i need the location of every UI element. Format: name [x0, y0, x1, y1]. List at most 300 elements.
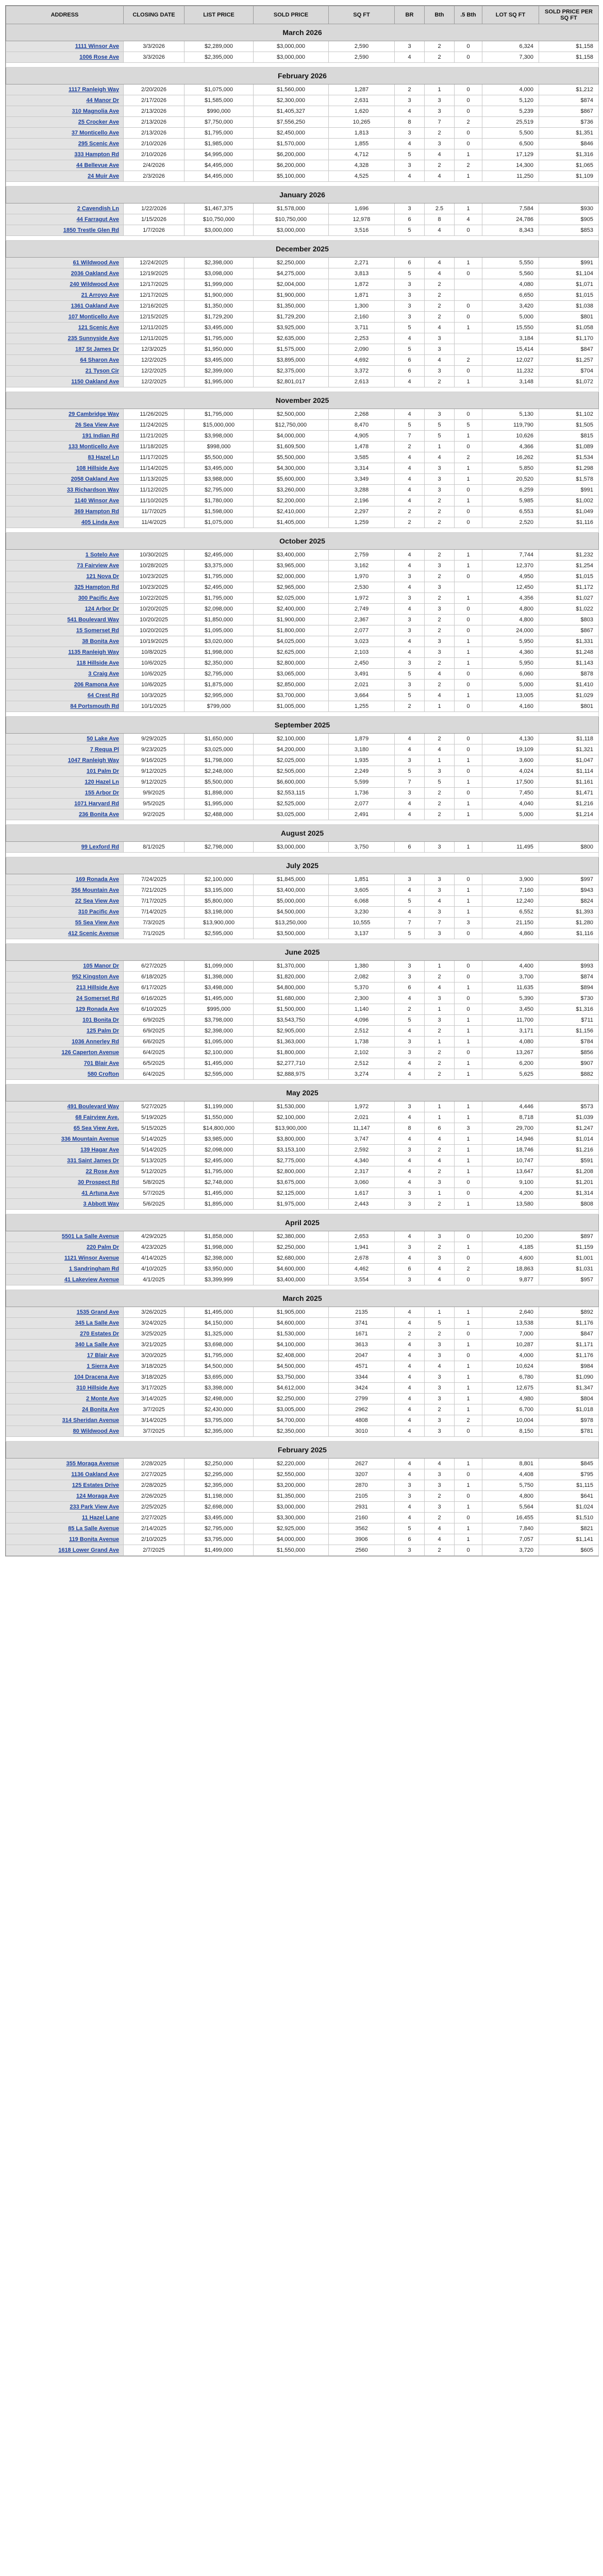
table-row [6, 1156, 599, 1166]
address-link[interactable]: 21 Arroyo Ave [6, 290, 124, 301]
cell-list-price: $1,780,000 [185, 496, 254, 506]
address-link[interactable]: 105 Manor Dr [6, 961, 124, 972]
address-link[interactable]: 1121 Winsor Avenue [6, 1253, 124, 1264]
address-link[interactable]: 1047 Ranleigh Way [6, 755, 124, 766]
cell-half-baths: 0 [455, 766, 482, 777]
cell-list-price: $1,398,000 [185, 972, 254, 982]
address-link[interactable]: 61 Wildwood Ave [6, 258, 124, 268]
address-link[interactable]: 1 Sotelo Ave [6, 550, 124, 561]
cell-half-baths: 0 [455, 1491, 482, 1502]
address-link[interactable]: 220 Palm Dr [6, 1242, 124, 1253]
cell-list-price: $1,499,000 [185, 1545, 254, 1556]
cell-sold-price: $2,800,000 [254, 658, 329, 669]
cell-list-price: $1,795,000 [185, 571, 254, 582]
cell-list-price: $2,498,000 [185, 1394, 254, 1404]
cell-price-per-sq-ft: $1,039 [539, 1112, 599, 1123]
cell-lot-sq-ft: 3,420 [482, 301, 539, 312]
cell-list-price: $1,495,000 [185, 993, 254, 1004]
cell-bedrooms: 3 [395, 961, 425, 972]
cell-sold-price: $3,300,000 [254, 1513, 329, 1523]
address-link[interactable]: 118 Hillside Ave [6, 658, 124, 669]
address-link[interactable]: 104 Dracena Ave [6, 1372, 124, 1383]
address-link[interactable]: 22 Sea View Ave [6, 896, 124, 907]
address-link[interactable]: 41 Lakeview Avenue [6, 1275, 124, 1285]
address-link[interactable]: 369 Hampton Rd [6, 506, 124, 517]
cell-baths: 3 [425, 842, 455, 853]
address-link[interactable]: 80 Wildwood Ave [6, 1426, 124, 1437]
address-link[interactable]: 24 Somerset Rd [6, 993, 124, 1004]
address-link[interactable]: 83 Hazel Ln [6, 452, 124, 463]
table-row [6, 1545, 599, 1556]
cell-bedrooms: 4 [395, 1253, 425, 1264]
cell-list-price: $4,500,000 [185, 1361, 254, 1372]
address-link[interactable]: 1535 Grand Ave [6, 1307, 124, 1318]
address-link[interactable]: 3 Craig Ave [6, 669, 124, 680]
cell-half-baths: 1 [455, 647, 482, 658]
address-link[interactable]: 191 Indian Rd [6, 431, 124, 442]
address-link[interactable]: 50 Lake Ave [6, 734, 124, 744]
cell-lot-sq-ft: 3,184 [482, 333, 539, 344]
cell-baths: 4 [425, 1275, 455, 1285]
cell-half-baths: 1 [455, 1372, 482, 1383]
cell-baths: 3 [425, 766, 455, 777]
cell-sold-price: $3,543,750 [254, 1015, 329, 1026]
address-link[interactable]: 119 Bonita Avenue [6, 1534, 124, 1545]
cell-half-baths: 1 [455, 1459, 482, 1469]
address-link[interactable]: 2058 Oakland Ave [6, 474, 124, 485]
cell-price-per-sq-ft: $846 [539, 139, 599, 149]
cell-baths: 1 [425, 961, 455, 972]
address-link[interactable]: 325 Hampton Rd [6, 582, 124, 593]
cell-price-per-sq-ft: $795 [539, 1469, 599, 1480]
cell-bedrooms: 5 [395, 896, 425, 907]
address-link[interactable]: 236 Bonita Ave [6, 809, 124, 820]
cell-list-price: $2,250,000 [185, 1459, 254, 1469]
cell-baths: 3 [425, 344, 455, 355]
cell-half-baths: 1 [455, 636, 482, 647]
address-link[interactable]: 126 Caperton Avenue [6, 1047, 124, 1058]
cell-closing-date: 9/23/2025 [124, 744, 185, 755]
address-link[interactable]: 124 Moraga Ave [6, 1491, 124, 1502]
address-link[interactable]: 26 Sea View Ave [6, 420, 124, 431]
cell-half-baths: 0 [455, 788, 482, 799]
address-link[interactable]: 44 Bellevue Ave [6, 160, 124, 171]
cell-sq-ft: 2,590 [329, 52, 395, 63]
address-link[interactable]: 310 Magnolia Ave [6, 106, 124, 117]
cell-lot-sq-ft: 15,550 [482, 323, 539, 333]
address-link[interactable]: 133 Monticello Ave [6, 442, 124, 452]
cell-baths: 4 [425, 1523, 455, 1534]
cell-lot-sq-ft: 7,160 [482, 885, 539, 896]
address-link[interactable]: 491 Boulevard Way [6, 1101, 124, 1112]
cell-lot-sq-ft: 4,400 [482, 961, 539, 972]
address-link[interactable]: 187 St James Dr [6, 344, 124, 355]
cell-sq-ft: 2,317 [329, 1166, 395, 1177]
table-row [6, 1166, 599, 1177]
table-row [6, 1058, 599, 1069]
address-link[interactable]: 107 Monticello Ave [6, 312, 124, 323]
cell-lot-sq-ft: 10,287 [482, 1340, 539, 1350]
cell-half-baths: 0 [455, 442, 482, 452]
address-link[interactable]: 24 Muir Ave [6, 171, 124, 182]
address-link[interactable]: 310 Pacific Ave [6, 907, 124, 918]
table-row [6, 582, 599, 593]
cell-price-per-sq-ft: $1,208 [539, 1166, 599, 1177]
address-link[interactable]: 155 Arbor Dr [6, 788, 124, 799]
cell-lot-sq-ft: 4,024 [482, 766, 539, 777]
address-link[interactable]: 336 Mountain Avenue [6, 1134, 124, 1145]
cell-price-per-sq-ft: $856 [539, 1047, 599, 1058]
address-link[interactable]: 952 Kingston Ave [6, 972, 124, 982]
address-link[interactable]: 340 La Salle Ave [6, 1340, 124, 1350]
cell-closing-date: 12/2/2025 [124, 366, 185, 377]
address-link[interactable]: 7 Requa Pl [6, 744, 124, 755]
cell-baths: 2 [425, 809, 455, 820]
cell-closing-date: 5/27/2025 [124, 1101, 185, 1112]
address-link[interactable]: 125 Palm Dr [6, 1026, 124, 1037]
cell-price-per-sq-ft: $1,089 [539, 442, 599, 452]
table-row [6, 1350, 599, 1361]
cell-price-per-sq-ft: $824 [539, 896, 599, 907]
address-link[interactable]: 139 Hagar Ave [6, 1145, 124, 1156]
cell-baths: 4 [425, 690, 455, 701]
address-link[interactable]: 1 Sandringham Rd [6, 1264, 124, 1275]
address-link[interactable]: 412 Scenic Avenue [6, 928, 124, 939]
cell-lot-sq-ft: 2,520 [482, 517, 539, 528]
cell-sq-ft: 3,137 [329, 928, 395, 939]
cell-sold-price: $2,680,000 [254, 1253, 329, 1264]
address-link[interactable]: 1036 Annerley Rd [6, 1037, 124, 1047]
address-link[interactable]: 233 Park View Ave [6, 1502, 124, 1513]
cell-baths: 1 [425, 1112, 455, 1123]
cell-lot-sq-ft: 4,000 [482, 1350, 539, 1361]
cell-price-per-sq-ft: $801 [539, 312, 599, 323]
table-row [6, 117, 599, 128]
address-link[interactable]: 1361 Oakland Ave [6, 301, 124, 312]
cell-closing-date: 6/9/2025 [124, 1026, 185, 1037]
address-link[interactable]: 41 Artuna Ave [6, 1188, 124, 1199]
cell-half-baths: 0 [455, 506, 482, 517]
cell-lot-sq-ft: 4,185 [482, 1242, 539, 1253]
cell-price-per-sq-ft: $874 [539, 95, 599, 106]
cell-half-baths [455, 333, 482, 344]
address-link[interactable]: 355 Moraga Avenue [6, 1459, 124, 1469]
cell-sold-price: $2,888,975 [254, 1069, 329, 1080]
address-link[interactable]: 701 Blair Ave [6, 1058, 124, 1069]
address-link[interactable]: 1618 Lower Grand Ave [6, 1545, 124, 1556]
cell-baths: 4 [425, 452, 455, 463]
month-label: August 2025 [6, 825, 599, 842]
cell-sold-price: $3,800,000 [254, 1134, 329, 1145]
cell-half-baths: 1 [455, 323, 482, 333]
table-row [6, 204, 599, 214]
address-link[interactable]: 64 Crest Rd [6, 690, 124, 701]
address-link[interactable]: 169 Ronada Ave [6, 874, 124, 885]
cell-bedrooms: 4 [395, 52, 425, 63]
cell-sold-price: $2,775,000 [254, 1156, 329, 1166]
address-link[interactable]: 24 Bonita Ave [6, 1404, 124, 1415]
address-link[interactable]: 235 Sunnyside Ave [6, 333, 124, 344]
address-link[interactable]: 580 Crofton [6, 1069, 124, 1080]
section-spacer [6, 1080, 599, 1084]
cell-lot-sq-ft: 10,200 [482, 1231, 539, 1242]
address-link[interactable]: 101 Bonita Dr [6, 1015, 124, 1026]
cell-closing-date: 6/17/2025 [124, 982, 185, 993]
address-link[interactable]: 99 Lexford Rd [6, 842, 124, 853]
cell-half-baths: 1 [455, 799, 482, 809]
address-link[interactable]: 213 Hillside Ave [6, 982, 124, 993]
cell-bedrooms: 3 [395, 128, 425, 139]
address-link[interactable]: 300 Pacific Ave [6, 593, 124, 604]
address-link[interactable]: 22 Rose Ave [6, 1166, 124, 1177]
address-link[interactable]: 1111 Winsor Ave [6, 41, 124, 52]
table-row [6, 1502, 599, 1513]
cell-sq-ft: 3,585 [329, 452, 395, 463]
cell-lot-sq-ft: 8,801 [482, 1459, 539, 1469]
cell-baths: 3 [425, 636, 455, 647]
cell-sold-price: $2,100,000 [254, 734, 329, 744]
cell-bedrooms: 4 [395, 993, 425, 1004]
table-row [6, 1426, 599, 1437]
address-link[interactable]: 120 Hazel Ln [6, 777, 124, 788]
address-link[interactable]: 240 Wildwood Ave [6, 279, 124, 290]
address-link[interactable]: 295 Scenic Ave [6, 139, 124, 149]
address-link[interactable]: 44 Manor Dr [6, 95, 124, 106]
cell-sold-price: $2,300,000 [254, 95, 329, 106]
cell-sq-ft: 2,491 [329, 809, 395, 820]
cell-lot-sq-ft: 7,584 [482, 204, 539, 214]
cell-price-per-sq-ft: $704 [539, 366, 599, 377]
cell-bedrooms: 4 [395, 1156, 425, 1166]
address-link[interactable]: 121 Nova Dr [6, 571, 124, 582]
cell-lot-sq-ft: 119,790 [482, 420, 539, 431]
address-link[interactable]: 17 Blair Ave [6, 1350, 124, 1361]
address-link[interactable]: 1136 Oakland Ave [6, 1469, 124, 1480]
address-link[interactable]: 5501 La Salle Avenue [6, 1231, 124, 1242]
cell-half-baths: 0 [455, 874, 482, 885]
cell-half-baths: 1 [455, 1112, 482, 1123]
cell-list-price: $3,198,000 [185, 907, 254, 918]
cell-closing-date: 12/11/2025 [124, 323, 185, 333]
cell-sq-ft: 1,736 [329, 788, 395, 799]
cell-baths: 2 [425, 1069, 455, 1080]
month-label: December 2025 [6, 241, 599, 258]
cell-closing-date: 1/7/2026 [124, 225, 185, 236]
address-link[interactable]: 405 Linda Ave [6, 517, 124, 528]
address-link[interactable]: 125 Estates Drive [6, 1480, 124, 1491]
cell-sq-ft: 3,813 [329, 268, 395, 279]
cell-list-price: $1,495,000 [185, 1058, 254, 1069]
address-link[interactable]: 1071 Harvard Rd [6, 799, 124, 809]
cell-closing-date: 8/1/2025 [124, 842, 185, 853]
address-link[interactable]: 124 Arbor Dr [6, 604, 124, 615]
address-link[interactable]: 73 Fairview Ave [6, 561, 124, 571]
table-row [6, 517, 599, 528]
table-row [6, 918, 599, 928]
cell-list-price: $13,900,000 [185, 918, 254, 928]
address-link[interactable]: 15 Somerset Rd [6, 625, 124, 636]
cell-sold-price: $1,530,000 [254, 1329, 329, 1340]
address-link[interactable]: 108 Hillside Ave [6, 463, 124, 474]
cell-bedrooms: 6 [395, 982, 425, 993]
cell-list-price: $3,195,000 [185, 885, 254, 896]
cell-price-per-sq-ft: $930 [539, 204, 599, 214]
cell-sq-ft: 1,287 [329, 84, 395, 95]
address-link[interactable]: 101 Palm Dr [6, 766, 124, 777]
address-link[interactable]: 314 Sheridan Avenue [6, 1415, 124, 1426]
cell-price-per-sq-ft: $847 [539, 1329, 599, 1340]
cell-list-price: $2,100,000 [185, 1047, 254, 1058]
cell-baths: 3 [425, 1177, 455, 1188]
cell-lot-sq-ft: 4,366 [482, 442, 539, 452]
cell-list-price: $1,795,000 [185, 593, 254, 604]
address-link[interactable]: 29 Cambridge Way [6, 409, 124, 420]
address-link[interactable]: 44 Farragut Ave [6, 214, 124, 225]
cell-baths: 1 [425, 84, 455, 95]
address-link[interactable]: 1150 Oakland Ave [6, 377, 124, 387]
table-row [6, 41, 599, 52]
address-link[interactable]: 2 Cavendish Ln [6, 204, 124, 214]
cell-baths: 2 [425, 1545, 455, 1556]
address-link[interactable]: 30 Prospect Rd [6, 1177, 124, 1188]
address-link[interactable]: 55 Sea View Ave [6, 918, 124, 928]
header-sold-price: SOLD PRICE [254, 6, 329, 24]
address-link[interactable]: 33 Richardson Way [6, 485, 124, 496]
address-link[interactable]: 1006 Rose Ave [6, 52, 124, 63]
address-link[interactable]: 37 Monticello Ave [6, 128, 124, 139]
cell-baths: 2 [425, 680, 455, 690]
cell-baths: 5 [425, 431, 455, 442]
cell-baths: 3 [425, 1502, 455, 1513]
address-link[interactable]: 3 Abbott Way [6, 1199, 124, 1210]
address-link[interactable]: 68 Fairview Ave. [6, 1112, 124, 1123]
table-row [6, 1101, 599, 1112]
address-link[interactable]: 2036 Oakland Ave [6, 268, 124, 279]
address-link[interactable]: 11 Hazel Lane [6, 1513, 124, 1523]
cell-half-baths: 0 [455, 409, 482, 420]
cell-closing-date: 7/17/2025 [124, 896, 185, 907]
cell-closing-date: 4/29/2025 [124, 1231, 185, 1242]
cell-baths: 2 [425, 41, 455, 52]
cell-sq-ft: 2,512 [329, 1058, 395, 1069]
address-link[interactable]: 121 Scenic Ave [6, 323, 124, 333]
cell-closing-date: 11/4/2025 [124, 517, 185, 528]
cell-half-baths: 1 [455, 1156, 482, 1166]
address-link[interactable]: 345 La Salle Ave [6, 1318, 124, 1329]
cell-bedrooms: 4 [395, 171, 425, 182]
cell-baths: 2 [425, 1404, 455, 1415]
cell-sq-ft: 3,314 [329, 463, 395, 474]
address-link[interactable]: 85 La Salle Avenue [6, 1523, 124, 1534]
cell-closing-date: 10/6/2025 [124, 680, 185, 690]
address-link[interactable]: 129 Ronada Ave [6, 1004, 124, 1015]
cell-baths: 2 [425, 788, 455, 799]
table-row [6, 1069, 599, 1080]
address-link[interactable]: 25 Crocker Ave [6, 117, 124, 128]
address-link[interactable]: 1140 Winsor Ave [6, 496, 124, 506]
cell-baths: 4 [425, 268, 455, 279]
cell-list-price: $1,729,200 [185, 312, 254, 323]
cell-sq-ft: 3613 [329, 1340, 395, 1350]
cell-sold-price: $3,000,000 [254, 225, 329, 236]
cell-list-price: $4,495,000 [185, 160, 254, 171]
address-link[interactable]: 84 Portsmouth Rd [6, 701, 124, 712]
cell-sold-price: $1,005,000 [254, 701, 329, 712]
address-link[interactable]: 1 Sierra Ave [6, 1361, 124, 1372]
cell-half-baths: 1 [455, 149, 482, 160]
address-link[interactable]: 64 Sharon Ave [6, 355, 124, 366]
cell-sq-ft: 1,738 [329, 1037, 395, 1047]
cell-list-price: $998,000 [185, 442, 254, 452]
cell-sq-ft: 2799 [329, 1394, 395, 1404]
table-row [6, 496, 599, 506]
cell-price-per-sq-ft: $1,104 [539, 268, 599, 279]
address-link[interactable]: 65 Sea View Ave. [6, 1123, 124, 1134]
cell-half-baths: 0 [455, 1545, 482, 1556]
cell-lot-sq-ft: 4,860 [482, 928, 539, 939]
cell-sold-price: $13,250,000 [254, 918, 329, 928]
cell-half-baths [455, 290, 482, 301]
section-spacer [6, 63, 599, 67]
address-link[interactable]: 21 Tyson Cir [6, 366, 124, 377]
cell-lot-sq-ft: 13,647 [482, 1166, 539, 1177]
address-link[interactable]: 1135 Ranleigh Way [6, 647, 124, 658]
cell-sold-price: $2,250,000 [254, 1242, 329, 1253]
cell-sq-ft: 3,372 [329, 366, 395, 377]
sales-table-container [5, 5, 599, 1556]
cell-list-price: $1,095,000 [185, 625, 254, 636]
cell-sq-ft: 4,328 [329, 160, 395, 171]
cell-price-per-sq-ft: $991 [539, 485, 599, 496]
cell-sq-ft: 2,297 [329, 506, 395, 517]
address-link[interactable]: 331 Saint James Dr [6, 1156, 124, 1166]
cell-half-baths: 0 [455, 1004, 482, 1015]
cell-sold-price: $3,895,000 [254, 355, 329, 366]
cell-sold-price: $1,350,000 [254, 1491, 329, 1502]
cell-price-per-sq-ft: $845 [539, 1459, 599, 1469]
cell-lot-sq-ft: 5,390 [482, 993, 539, 1004]
cell-sq-ft: 2,592 [329, 1145, 395, 1156]
table-row [6, 1459, 599, 1469]
cell-lot-sq-ft: 12,675 [482, 1383, 539, 1394]
cell-price-per-sq-ft: $1,015 [539, 290, 599, 301]
cell-half-baths: 0 [455, 41, 482, 52]
cell-lot-sq-ft: 4,980 [482, 1394, 539, 1404]
address-link[interactable]: 333 Hampton Rd [6, 149, 124, 160]
cell-bedrooms: 3 [395, 160, 425, 171]
address-link[interactable]: 270 Estates Dr [6, 1329, 124, 1340]
cell-bedrooms: 3 [395, 1275, 425, 1285]
table-header [6, 6, 599, 24]
address-link[interactable]: 1117 Ranleigh Way [6, 84, 124, 95]
cell-lot-sq-ft: 3,720 [482, 1545, 539, 1556]
address-link[interactable]: 2 Monte Ave [6, 1394, 124, 1404]
cell-lot-sq-ft: 4,130 [482, 734, 539, 744]
address-link[interactable]: 356 Mountain Ave [6, 885, 124, 896]
cell-price-per-sq-ft: $1,156 [539, 1026, 599, 1037]
cell-sold-price: $5,100,000 [254, 171, 329, 182]
table-row [6, 1469, 599, 1480]
address-link[interactable]: 206 Ramona Ave [6, 680, 124, 690]
address-link[interactable]: 1850 Trestle Glen Rd [6, 225, 124, 236]
cell-bedrooms: 5 [395, 268, 425, 279]
address-link[interactable]: 541 Boulevard Way [6, 615, 124, 625]
address-link[interactable]: 38 Bonita Ave [6, 636, 124, 647]
month-header-row [6, 825, 599, 842]
table-row [6, 1026, 599, 1037]
cell-bedrooms: 5 [395, 669, 425, 680]
address-link[interactable]: 310 Hillside Ave [6, 1383, 124, 1394]
